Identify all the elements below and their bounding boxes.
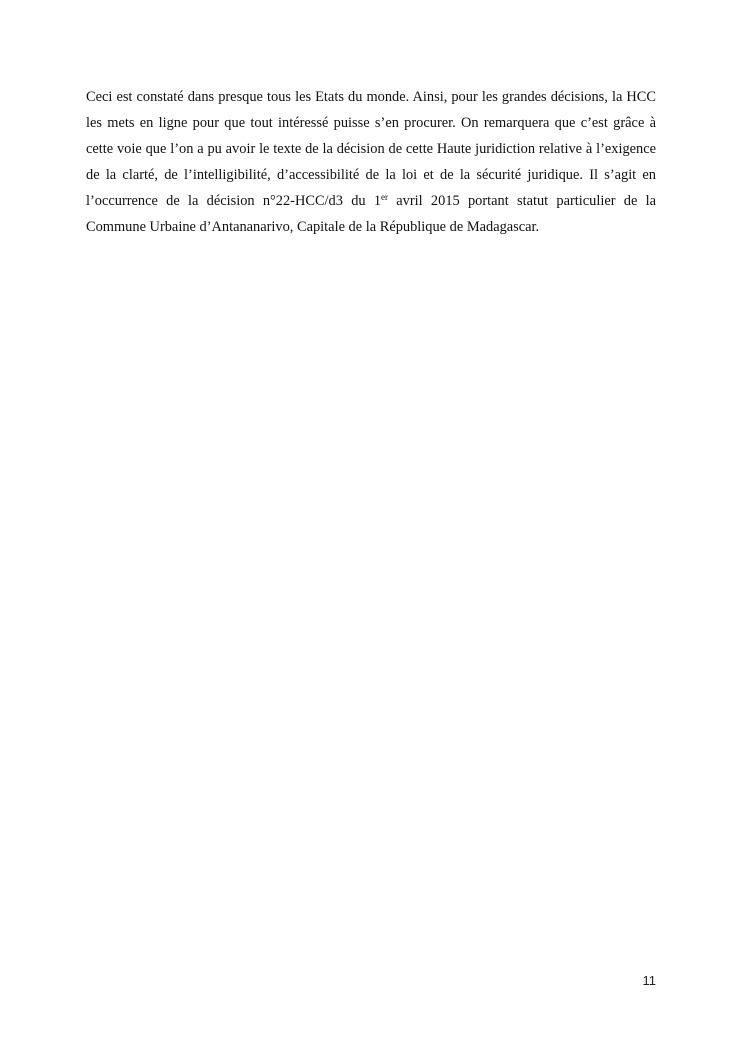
- ordinal-superscript: er: [381, 192, 389, 202]
- page-number: 11: [642, 973, 656, 988]
- body-paragraph: [86, 84, 656, 240]
- paragraph-text-part-1: Ceci est constaté dans presque tous les Etats du monde. Ainsi, pour les grandes décisions, la HCC les mets en ligne pour que tout intéressé puisse s’en procurer. On remarquera que c’est grâce à cette voie que l’on a pu avoir le texte de la décision de cette Haute juridiction relative à l’exigence de la clarté, de l’intelligibilité, d’accessibilité de la loi et de la sécurité juridique. Il s’agit en l’occurrence de la décision n°22-HCC/d3 du 1: [86, 89, 656, 209]
- paragraph-text-part-2: avril 2015 portant statut particulier de la Commune Urbaine d’Antananarivo, Capitale de la République de Madagascar.: [86, 193, 657, 235]
